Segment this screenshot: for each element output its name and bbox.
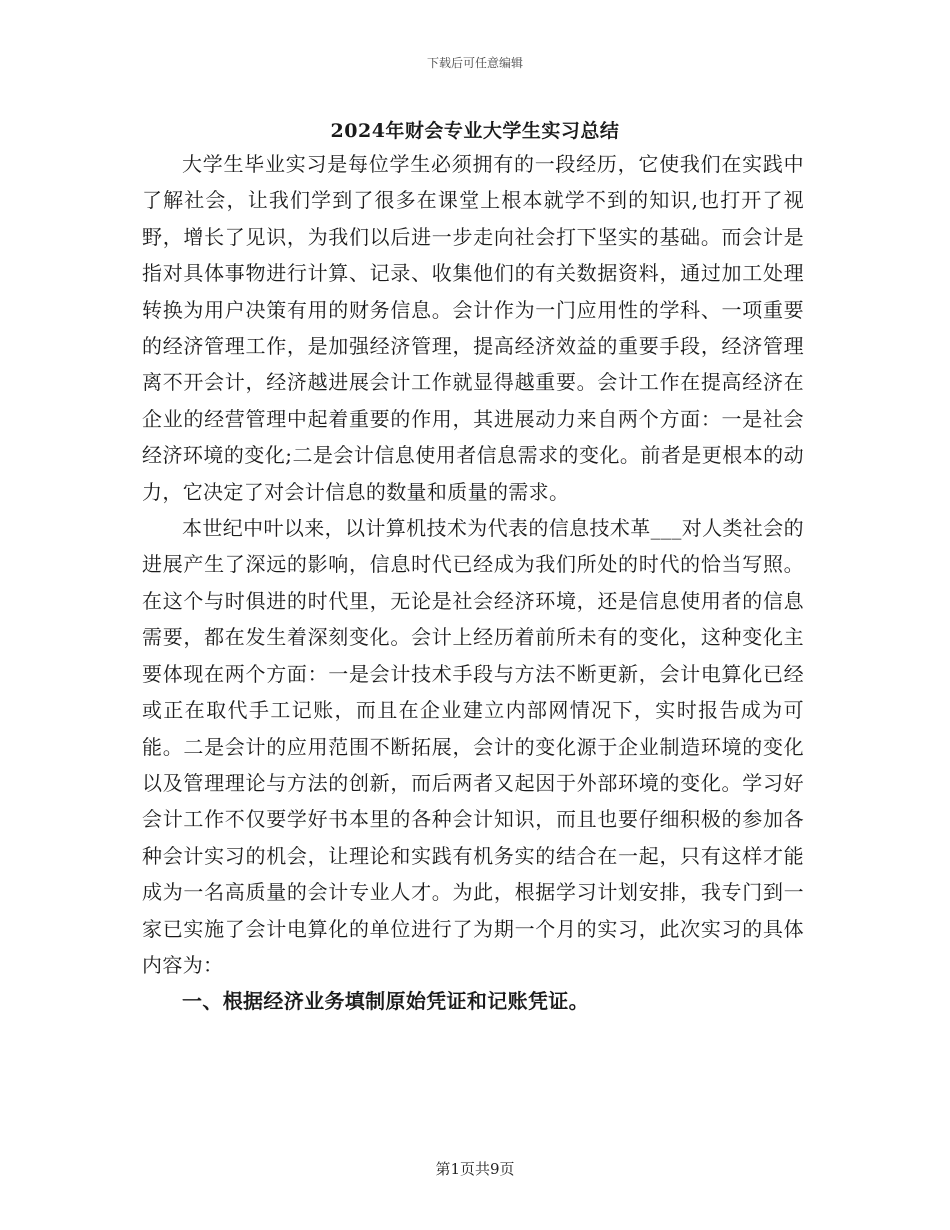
- paragraph-2: 本世纪中叶以来，以计算机技术为代表的信息技术革___对人类社会的进展产生了深远的影响，信息时代已经成为我们所处的时代的恰当写照。在这个与时俱进的时代里，无论是社会经济环境，还是信息使用者的信息需要，都在发生着深刻变化。会计上经历着前所未有的变化，这种变化主要体现在两个方面：一是会计技术手段与方法不断更新，会计电算化已经或正在取代手工记账，而且在企业建立内部网情况下，实时报告成为可能。二是会计的应用范围不断拓展，会计的变化源于企业制造环境的变化以及管理理论与方法的创新，而后两者又起因于外部环境的变化。学习好会计工作不仅要学好书本里的各种会计知识，而且也要仔细积极的参加各种会计实习的机会，让理论和实践有机务实的结合在一起，只有这样才能成为一名高质量的会计专业人才。为此，根据学习计划安排，我专门到一家已实施了会计电算化的单位进行了为期一个月的实习，此次实习的具体内容为：: [142, 516, 804, 977]
- header-note: 下载后可任意编辑: [426, 56, 523, 70]
- document-title: 2024年财会专业大学生实习总结: [330, 120, 620, 142]
- section-heading: 一、根据经济业务填制原始凭证和记账凭证。: [182, 989, 589, 1014]
- paragraph-1: 大学生毕业实习是每位学生必须拥有的一段经历，它使我们在实践中了解社会，让我们学到了很多在课堂上根本就学不到的知识,也打开了视野，增长了见识，为我们以后进一步走向社会打下坚实的基础。而会计是指对具体事物进行计算、记录、收集他们的有关数据资料，通过加工处理转换为用户决策有用的财务信息。会计作为一门应用性的学科、一项重要的经济管理工作，是加强经济管理，提高经济效益的重要手段，经济管理离不开会计，经济越进展会计工作就显得越重要。会计工作在提高经济在企业的经营管理中起着重要的作用，其进展动力来自两个方面：一是社会经济环境的变化;二是会计信息使用者信息需求的变化。前者是更根本的动力，它决定了对会计信息的数量和质量的需求。: [142, 152, 804, 504]
- document-body: [142, 146, 804, 1020]
- page-footer: 第1页共9页: [435, 1160, 515, 1178]
